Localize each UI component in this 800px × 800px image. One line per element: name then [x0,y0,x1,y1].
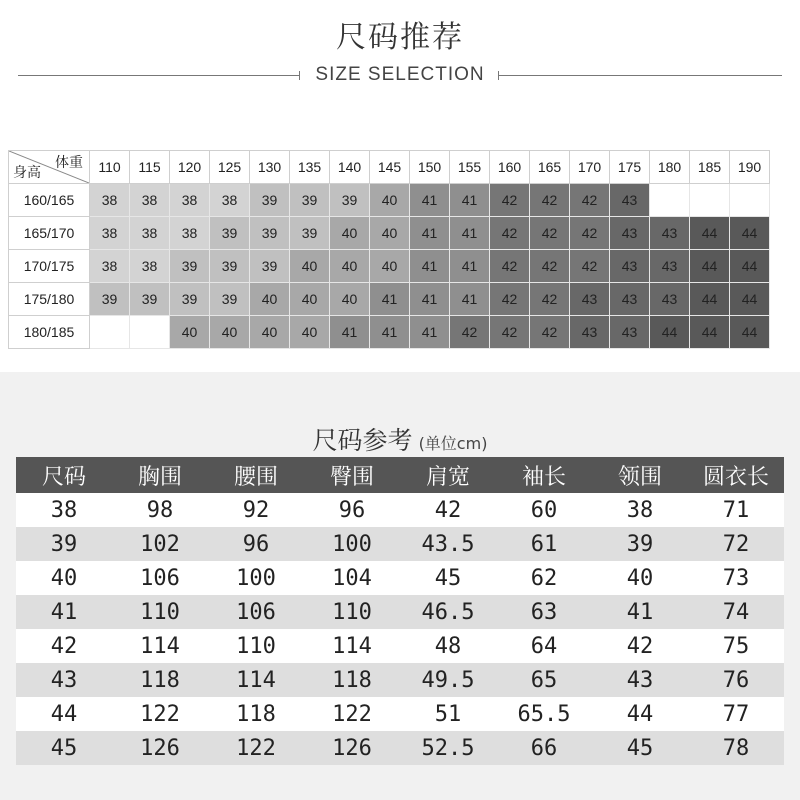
size-cell: 41 [330,316,370,349]
weight-header-cell: 175 [610,151,650,184]
size-cell: 39 [90,283,130,316]
height-row-label: 175/180 [9,283,90,316]
size-cell: 42 [530,217,570,250]
height-row-label: 165/170 [9,217,90,250]
size-cell: 40 [370,217,410,250]
size-cell: 39 [130,283,170,316]
size-cell: 44 [690,217,730,250]
reference-cell: 114 [304,629,400,663]
reference-cell: 49.5 [400,663,496,697]
size-cell: 43 [650,217,690,250]
size-cell: 40 [370,250,410,283]
height-row [9,184,770,217]
size-cell: 44 [730,316,770,349]
reference-cell: 122 [208,731,304,765]
weight-header-row [9,151,770,184]
reference-column-header: 腰围 [208,457,304,493]
size-cell: 44 [730,283,770,316]
reference-cell: 42 [16,629,112,663]
size-cell: 42 [570,217,610,250]
reference-cell: 118 [304,663,400,697]
size-cell: 39 [170,250,210,283]
reference-cell: 38 [592,493,688,527]
reference-cell: 74 [688,595,784,629]
size-cell: 42 [490,250,530,283]
reference-cell: 51 [400,697,496,731]
reference-cell: 63 [496,595,592,629]
size-cell: 42 [530,250,570,283]
weight-axis-label: 体重 [55,155,83,171]
reference-cell: 43 [16,663,112,697]
size-cell: 41 [410,184,450,217]
reference-cell: 39 [592,527,688,561]
reference-cell: 77 [688,697,784,731]
reference-cell: 42 [400,493,496,527]
size-cell: 42 [490,217,530,250]
weight-header-cell: 135 [290,151,330,184]
reference-cell: 40 [16,561,112,595]
size-cell: 39 [250,184,290,217]
reference-row [16,561,784,595]
size-cell: 44 [730,217,770,250]
reference-row [16,731,784,765]
size-cell: 40 [170,316,210,349]
size-cell [130,316,170,349]
size-cell: 42 [570,250,610,283]
reference-cell: 45 [16,731,112,765]
reference-cell: 96 [208,527,304,561]
reference-row [16,663,784,697]
reference-cell: 98 [112,493,208,527]
size-cell: 38 [90,250,130,283]
size-cell: 38 [170,217,210,250]
reference-cell: 75 [688,629,784,663]
size-cell: 41 [370,316,410,349]
size-cell: 43 [610,283,650,316]
reference-cell: 104 [304,561,400,595]
size-cell: 42 [490,283,530,316]
size-cell: 39 [330,184,370,217]
reference-unit: (单位cm) [418,434,488,453]
reference-cell: 106 [112,561,208,595]
reference-cell: 92 [208,493,304,527]
reference-cell: 71 [688,493,784,527]
size-recommendation-table [8,150,770,349]
size-cell: 40 [330,283,370,316]
size-cell: 41 [410,250,450,283]
size-cell: 39 [210,283,250,316]
size-cell: 38 [130,217,170,250]
reference-title [0,421,800,457]
size-cell: 44 [690,250,730,283]
reference-cell: 110 [112,595,208,629]
reference-cell: 44 [592,697,688,731]
reference-cell: 38 [16,493,112,527]
height-row-label: 160/165 [9,184,90,217]
reference-cell: 102 [112,527,208,561]
reference-cell: 114 [208,663,304,697]
height-row-label: 180/185 [9,316,90,349]
size-cell: 44 [730,250,770,283]
size-cell [650,184,690,217]
reference-cell: 44 [16,697,112,731]
weight-header-cell: 110 [90,151,130,184]
reference-cell: 65 [496,663,592,697]
reference-cell: 66 [496,731,592,765]
reference-cell: 43.5 [400,527,496,561]
size-cell: 42 [490,184,530,217]
weight-header-cell: 145 [370,151,410,184]
reference-column-header: 袖长 [496,457,592,493]
size-cell: 38 [130,250,170,283]
size-cell: 42 [530,184,570,217]
subtitle-divider-right [498,75,782,76]
reference-column-header: 肩宽 [400,457,496,493]
reference-cell: 122 [112,697,208,731]
reference-cell: 65.5 [496,697,592,731]
reference-cell: 118 [112,663,208,697]
reference-cell: 122 [304,697,400,731]
weight-header-cell: 170 [570,151,610,184]
size-cell: 40 [250,316,290,349]
size-cell: 43 [610,250,650,283]
size-cell: 40 [210,316,250,349]
size-cell: 41 [450,184,490,217]
size-cell: 38 [90,184,130,217]
reference-cell: 118 [208,697,304,731]
reference-column-header: 尺码 [16,457,112,493]
size-cell: 41 [410,217,450,250]
size-cell: 39 [250,250,290,283]
weight-header-cell: 185 [690,151,730,184]
size-cell: 41 [370,283,410,316]
size-cell: 40 [290,283,330,316]
size-cell: 39 [210,217,250,250]
weight-header-cell: 165 [530,151,570,184]
reference-cell: 110 [304,595,400,629]
reference-title-text: 尺码参考 [312,426,413,455]
size-cell: 38 [130,184,170,217]
weight-header-cell: 125 [210,151,250,184]
size-cell: 41 [410,316,450,349]
size-cell: 44 [690,283,730,316]
size-cell: 43 [570,316,610,349]
reference-cell: 126 [112,731,208,765]
reference-cell: 96 [304,493,400,527]
height-row [9,217,770,250]
reference-cell: 106 [208,595,304,629]
reference-cell: 45 [400,561,496,595]
size-cell: 43 [570,283,610,316]
size-reference-table [16,457,784,765]
reference-cell: 114 [112,629,208,663]
size-recommendation-section [0,0,800,372]
page-title: 尺码推荐 [336,20,464,55]
reference-cell: 61 [496,527,592,561]
size-cell: 38 [90,217,130,250]
reference-cell: 73 [688,561,784,595]
weight-header-cell: 115 [130,151,170,184]
reference-column-header: 圆衣长 [688,457,784,493]
weight-header-cell: 155 [450,151,490,184]
weight-header-cell: 140 [330,151,370,184]
size-cell: 41 [410,283,450,316]
reference-cell: 62 [496,561,592,595]
size-cell: 44 [690,316,730,349]
reference-cell: 41 [16,595,112,629]
reference-row [16,629,784,663]
height-axis-label: 身高 [13,165,41,181]
size-cell: 40 [370,184,410,217]
reference-cell: 52.5 [400,731,496,765]
corner-cell [9,151,90,184]
weight-header-cell: 120 [170,151,210,184]
size-cell: 39 [170,283,210,316]
size-cell: 42 [530,283,570,316]
size-cell: 40 [330,217,370,250]
reference-cell: 41 [592,595,688,629]
size-cell: 39 [290,184,330,217]
weight-header-cell: 150 [410,151,450,184]
size-cell: 42 [490,316,530,349]
reference-cell: 40 [592,561,688,595]
reference-column-header: 胸围 [112,457,208,493]
size-cell: 41 [450,283,490,316]
size-cell: 39 [210,250,250,283]
reference-column-header: 领围 [592,457,688,493]
weight-header-cell: 160 [490,151,530,184]
reference-column-header: 臀围 [304,457,400,493]
weight-header-cell: 190 [730,151,770,184]
height-row [9,283,770,316]
size-cell: 40 [290,250,330,283]
weight-header-cell: 130 [250,151,290,184]
size-cell: 39 [290,217,330,250]
reference-cell: 60 [496,493,592,527]
height-row [9,250,770,283]
reference-cell: 64 [496,629,592,663]
height-row-label: 170/175 [9,250,90,283]
reference-cell: 100 [304,527,400,561]
reference-cell: 43 [592,663,688,697]
reference-row [16,493,784,527]
reference-cell: 72 [688,527,784,561]
size-cell: 40 [330,250,370,283]
reference-row [16,697,784,731]
reference-cell: 126 [304,731,400,765]
size-cell: 38 [210,184,250,217]
reference-cell: 39 [16,527,112,561]
size-cell: 42 [530,316,570,349]
reference-cell: 78 [688,731,784,765]
size-cell: 43 [610,184,650,217]
size-cell: 40 [290,316,330,349]
reference-row [16,527,784,561]
reference-cell: 46.5 [400,595,496,629]
reference-cell: 48 [400,629,496,663]
reference-cell: 42 [592,629,688,663]
size-cell [90,316,130,349]
size-cell: 42 [570,184,610,217]
size-cell [730,184,770,217]
reference-row [16,595,784,629]
weight-header-cell: 180 [650,151,690,184]
reference-header-row [16,457,784,493]
size-cell [690,184,730,217]
size-cell: 41 [450,217,490,250]
height-row [9,316,770,349]
reference-cell: 45 [592,731,688,765]
size-cell: 43 [650,250,690,283]
reference-cell: 76 [688,663,784,697]
size-cell: 43 [650,283,690,316]
reference-cell: 100 [208,561,304,595]
size-cell: 38 [170,184,210,217]
size-cell: 41 [450,250,490,283]
reference-cell: 110 [208,629,304,663]
size-cell: 43 [610,316,650,349]
size-cell: 40 [250,283,290,316]
size-cell: 39 [250,217,290,250]
size-cell: 42 [450,316,490,349]
size-cell: 43 [610,217,650,250]
size-cell: 44 [650,316,690,349]
page-subtitle: SIZE SELECTION [315,64,485,85]
